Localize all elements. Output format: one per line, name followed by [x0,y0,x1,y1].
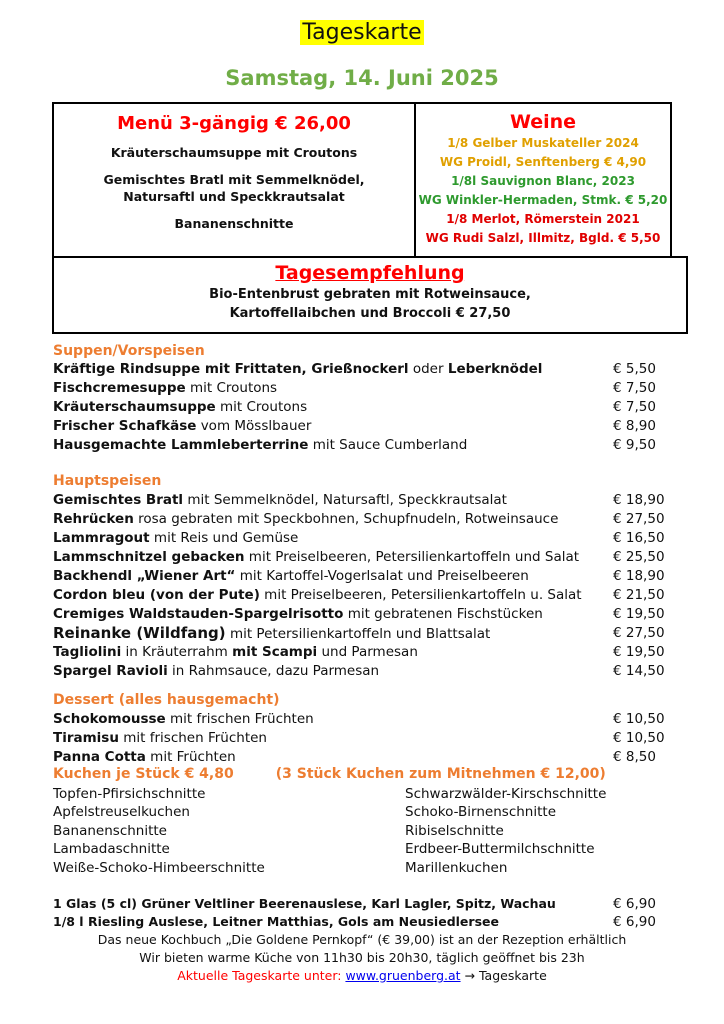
item-desc: mit Preiselbeeren, Petersilienkartoffeln u. Salat [259,587,582,603]
dessert-wine-2-price: € 6,90 [613,914,656,930]
website-note-suffix: → Tageskarte [460,968,547,983]
item-desc: mit Reis und Gemüse [149,530,299,546]
item-name: Reinanke (Wildfang) [53,624,226,642]
item-name: Tiramisu [53,730,119,746]
section-soups-heading: Suppen/Vorspeisen [53,343,205,359]
wine-title: Weine [509,111,577,133]
item-price: € 9,50 [613,437,656,453]
item-price: € 27,50 [613,511,665,527]
item-desc: mit gebratenen Fischstücken [343,606,543,622]
cake-item: Lambadaschnitte [53,841,170,857]
menu-item [53,624,673,643]
item-price: € 27,50 [613,625,665,641]
item-desc: mit Kartoffel-Vogerlsalat und Preiselbeeren [235,568,529,584]
menu-title: Menü 3-gängig € 26,00 [117,113,351,134]
item-name: Kräftige Rindsuppe mit Frittaten, Grießnockerl [53,361,409,377]
item-desc-2: und Parmesan [317,644,418,660]
item-price: € 21,50 [613,587,665,603]
item-name: Cremiges Waldstauden-Spargelrisotto [53,606,344,622]
menu-date: Samstag, 14. Juni 2025 [225,66,499,90]
item-price: € 10,50 [613,730,665,746]
website-link[interactable]: www.gruenberg.at [345,968,461,983]
item-desc: vom Mösslbauer [196,418,312,434]
cake-item: Apfelstreuselkuchen [53,804,190,820]
menu-item [53,360,673,378]
page-title: Tageskarte [302,20,422,45]
website-note [0,967,724,985]
item-desc: mit Früchten [145,749,236,765]
wine-box [414,102,672,258]
menu-item [53,605,673,623]
cakes-heading [53,766,606,782]
cookbook-note: Das neue Kochbuch „Die Goldene Pernkopf“ (€ 39,00) ist an der Rezeption erhältlich [97,932,627,947]
item-name-2: Leberknödel [447,361,543,377]
menu-item [53,748,673,766]
item-name: Spargel Ravioli [53,663,168,679]
dessert-wine-2-text: 1/8 l Riesling Auslese, Leitner Matthias, Gols am Neusiedlersee [53,914,499,929]
cake-item: Schwarzwälder-Kirschschnitte [405,786,607,802]
item-name: Tagliolini [53,644,122,660]
wine-3-name: 1/8 Merlot, Römerstein 2021 [446,212,640,226]
item-desc: in Rahmsauce, dazu Parmesan [167,663,380,679]
menu-item [53,710,673,728]
dessert-wine-1-price: € 6,90 [613,896,656,912]
item-name: Fischcremesuppe [53,380,186,396]
item-price: € 25,50 [613,549,665,565]
cakes-title: Kuchen je Stück € 4,80 [53,766,234,782]
item-desc: mit Sauce Cumberland [308,437,468,453]
item-price: € 19,50 [613,644,665,660]
menu-item [53,729,673,747]
cake-item: Topfen-Pfirsichschnitte [53,786,206,802]
item-name: Cordon bleu (von der Pute) [53,587,260,603]
menu-item [53,510,673,528]
menu-item [53,398,673,416]
menu-item [53,417,673,435]
item-desc: mit Croutons [185,380,278,396]
cake-item: Bananenschnitte [53,823,167,839]
cake-item: Ribiselschnitte [405,823,504,839]
menu-course-1: Kräuterschaumsuppe mit Croutons [110,145,358,160]
wine-2-producer: WG Winkler-Hermaden, Stmk. € 5,20 [418,193,668,207]
item-price: € 7,50 [613,380,656,396]
recommendation-box [52,256,688,334]
item-desc: mit Croutons [215,399,308,415]
menu-item [53,662,673,680]
item-name-2: mit Scampi [232,644,318,660]
item-price: € 14,50 [613,663,665,679]
item-name: Hausgemachte Lammleberterrine [53,437,309,453]
wine-3-producer: WG Rudi Salzl, Illmitz, Bgld. € 5,50 [425,231,661,245]
menu-item [53,586,673,604]
recommendation-title: Tagesempfehlung [275,262,465,284]
menu-item [53,436,673,454]
item-desc: mit Semmelknödel, Natursaftl, Speckkrautsalat [183,492,507,508]
item-desc: mit frischen Früchten [118,730,267,746]
menu-course-3: Bananenschnitte [174,216,294,231]
section-mains-heading: Hauptspeisen [53,473,162,489]
item-name: Rehrücken [53,511,134,527]
item-name: Schokomousse [53,711,166,727]
item-desc: mit Petersilienkartoffeln und Blattsalat [225,626,491,642]
item-name: Panna Cotta [53,749,146,765]
item-name: Lammschnitzel gebacken [53,549,245,565]
recommendation-line-2: Kartoffellaibchen und Broccoli € 27,50 [229,306,511,321]
recommendation-line-1: Bio-Entenbrust gebraten mit Rotweinsauce, [209,287,531,302]
dessert-wine-1-text: 1 Glas (5 cl) Grüner Veltliner Beerenauslese, Karl Lagler, Spitz, Wachau [53,896,556,911]
menu-box [52,102,416,258]
item-price: € 19,50 [613,606,665,622]
wine-2-name: 1/8l Sauvignon Blanc, 2023 [451,174,635,188]
title-wrap [0,20,724,45]
dessert-wine-2 [53,913,673,931]
cake-item: Weiße-Schoko-Himbeerschnitte [53,860,265,876]
item-price: € 8,50 [613,749,656,765]
menu-course-2b: Natursaftl und Speckkrautsalat [123,189,345,204]
item-price: € 5,50 [613,361,656,377]
item-name: Backhendl „Wiener Art“ [53,568,236,584]
cake-item: Erdbeer-Buttermilchschnitte [405,841,595,857]
menu-course-2a: Gemischtes Bratl mit Semmelknödel, [103,172,365,187]
menu-item [53,548,673,566]
item-name: Frischer Schafkäse [53,418,197,434]
item-desc: mit Preiselbeeren, Petersilienkartoffeln und Salat [244,549,580,565]
menu-item [53,491,673,509]
item-price: € 18,90 [613,492,665,508]
menu-item [53,379,673,397]
item-name: Gemischtes Bratl [53,492,184,508]
item-name: Lammragout [53,530,150,546]
wine-1-name: 1/8 Gelber Muskateller 2024 [447,136,639,150]
menu-item [53,529,673,547]
wine-1-producer: WG Proidl, Senftenberg € 4,90 [439,155,647,169]
item-price: € 16,50 [613,530,665,546]
item-desc: mit frischen Früchten [165,711,314,727]
item-name: Kräuterschaumsuppe [53,399,216,415]
item-desc: rosa gebraten mit Speckbohnen, Schupfnudeln, Rotweinsauce [133,511,559,527]
item-price: € 18,90 [613,568,665,584]
cake-item: Marillenkuchen [405,860,508,876]
section-dessert-heading: Dessert (alles hausgemacht) [53,692,280,708]
item-price: € 8,90 [613,418,656,434]
website-note-prefix: Aktuelle Tageskarte unter: [177,968,346,983]
item-desc: in Kräuterrahm [121,644,233,660]
cake-item: Schoko-Birnenschnitte [405,804,556,820]
menu-item [53,643,673,661]
opening-hours-note: Wir bieten warme Küche von 11h30 bis 20h30, täglich geöffnet bis 23h [139,950,585,965]
cakes-takeaway-offer: (3 Stück Kuchen zum Mitnehmen € 12,00) [275,766,606,782]
item-price: € 7,50 [613,399,656,415]
item-price: € 10,50 [613,711,665,727]
menu-item [53,567,673,585]
item-desc: oder [408,361,448,377]
dessert-wine-1 [53,895,673,913]
